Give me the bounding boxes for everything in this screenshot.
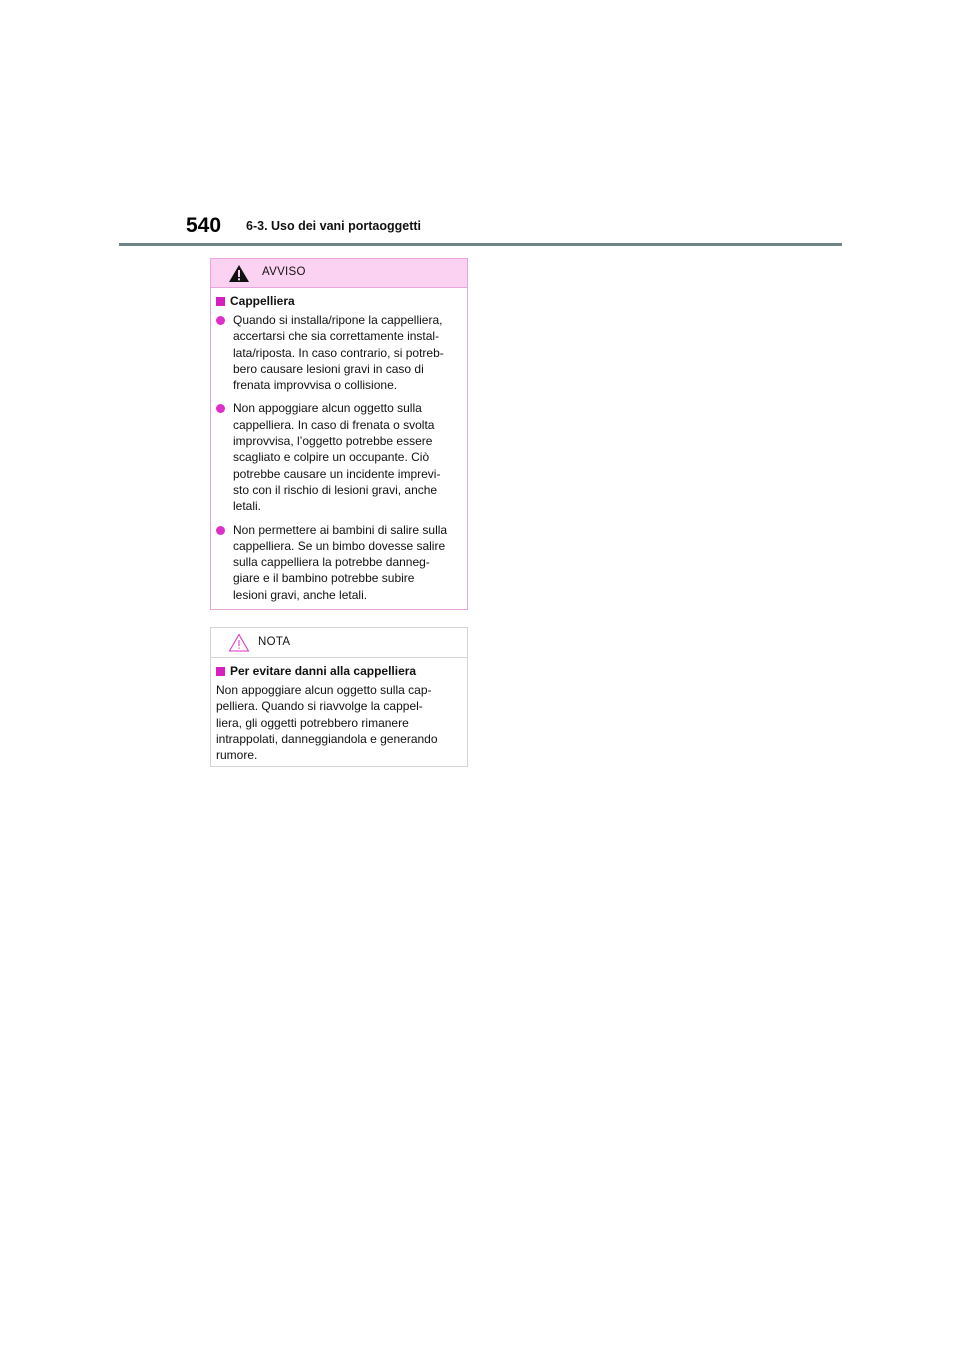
text-line: pelliera. Quando si riavvolge la cappel- <box>216 699 423 714</box>
circle-bullet-icon <box>216 404 225 413</box>
text-line: Non appoggiare alcun oggetto sulla <box>233 401 422 416</box>
text-line: accertarsi che sia correttamente instal- <box>233 329 440 344</box>
warning-label: AVVISO <box>262 266 306 278</box>
warning-box <box>210 258 468 610</box>
notice-paragraph <box>216 682 459 763</box>
text-line: scagliato e colpire un occupante. Ciò <box>233 450 430 465</box>
text-line: giare e il bambino potrebbe subire <box>233 571 415 586</box>
notice-label: NOTA <box>258 636 291 648</box>
warning-bullet-1 <box>216 312 459 393</box>
warning-bullet-3 <box>216 522 459 603</box>
circle-bullet-icon <box>216 316 225 325</box>
warning-bullet-2 <box>216 400 459 514</box>
text-line: frenata improvvisa o collisione. <box>233 378 398 393</box>
warning-header <box>211 259 467 288</box>
header-rule <box>119 243 842 246</box>
text-line: cappelliera. In caso di frenata o svolta <box>233 417 435 432</box>
text-line: Non appoggiare alcun oggetto sulla cap- <box>216 683 432 697</box>
warning-subhead-text: Cappelliera <box>230 294 295 308</box>
square-bullet-icon <box>216 667 225 676</box>
text-line: sulla cappelliera la potrebbe danneg- <box>233 555 430 570</box>
text-line: bero causare lesioni gravi in caso di <box>233 361 424 376</box>
section-title: 6-3. Uso dei vani portaoggetti <box>246 219 422 233</box>
text-line: Non permettere ai bambini di salire sulla <box>233 522 448 537</box>
warning-triangle-icon <box>228 264 250 283</box>
text-line: intrappolati, danneggiandola e generando <box>216 731 438 746</box>
text-line: lata/riposta. In caso contrario, si potreb- <box>233 345 444 360</box>
text-line: improvvisa, l’oggetto potrebbe essere <box>233 434 433 449</box>
text-line: cappelliera. Se un bimbo dovesse salire <box>233 538 446 553</box>
caution-triangle-icon <box>228 633 250 652</box>
page-number: 540 <box>186 214 222 237</box>
text-line: sto con il rischio di lesioni gravi, anche <box>233 482 438 497</box>
notice-box <box>210 627 468 767</box>
text-line: potrebbe causare un incidente imprevi- <box>233 466 441 481</box>
text-line: lesioni gravi, anche letali. <box>233 587 368 602</box>
square-bullet-icon <box>216 297 225 306</box>
text-line: liera, gli oggetti potrebbero rimanere <box>216 715 409 730</box>
notice-subhead <box>216 664 459 678</box>
text-line: Quando si installa/ripone la cappelliera, <box>233 313 443 327</box>
notice-header <box>211 628 467 658</box>
notice-subhead-text: Per evitare danni alla cappelliera <box>230 664 417 678</box>
warning-subhead <box>216 294 459 308</box>
text-line: rumore. <box>216 748 258 763</box>
circle-bullet-icon <box>216 526 225 535</box>
text-line: letali. <box>233 499 262 514</box>
